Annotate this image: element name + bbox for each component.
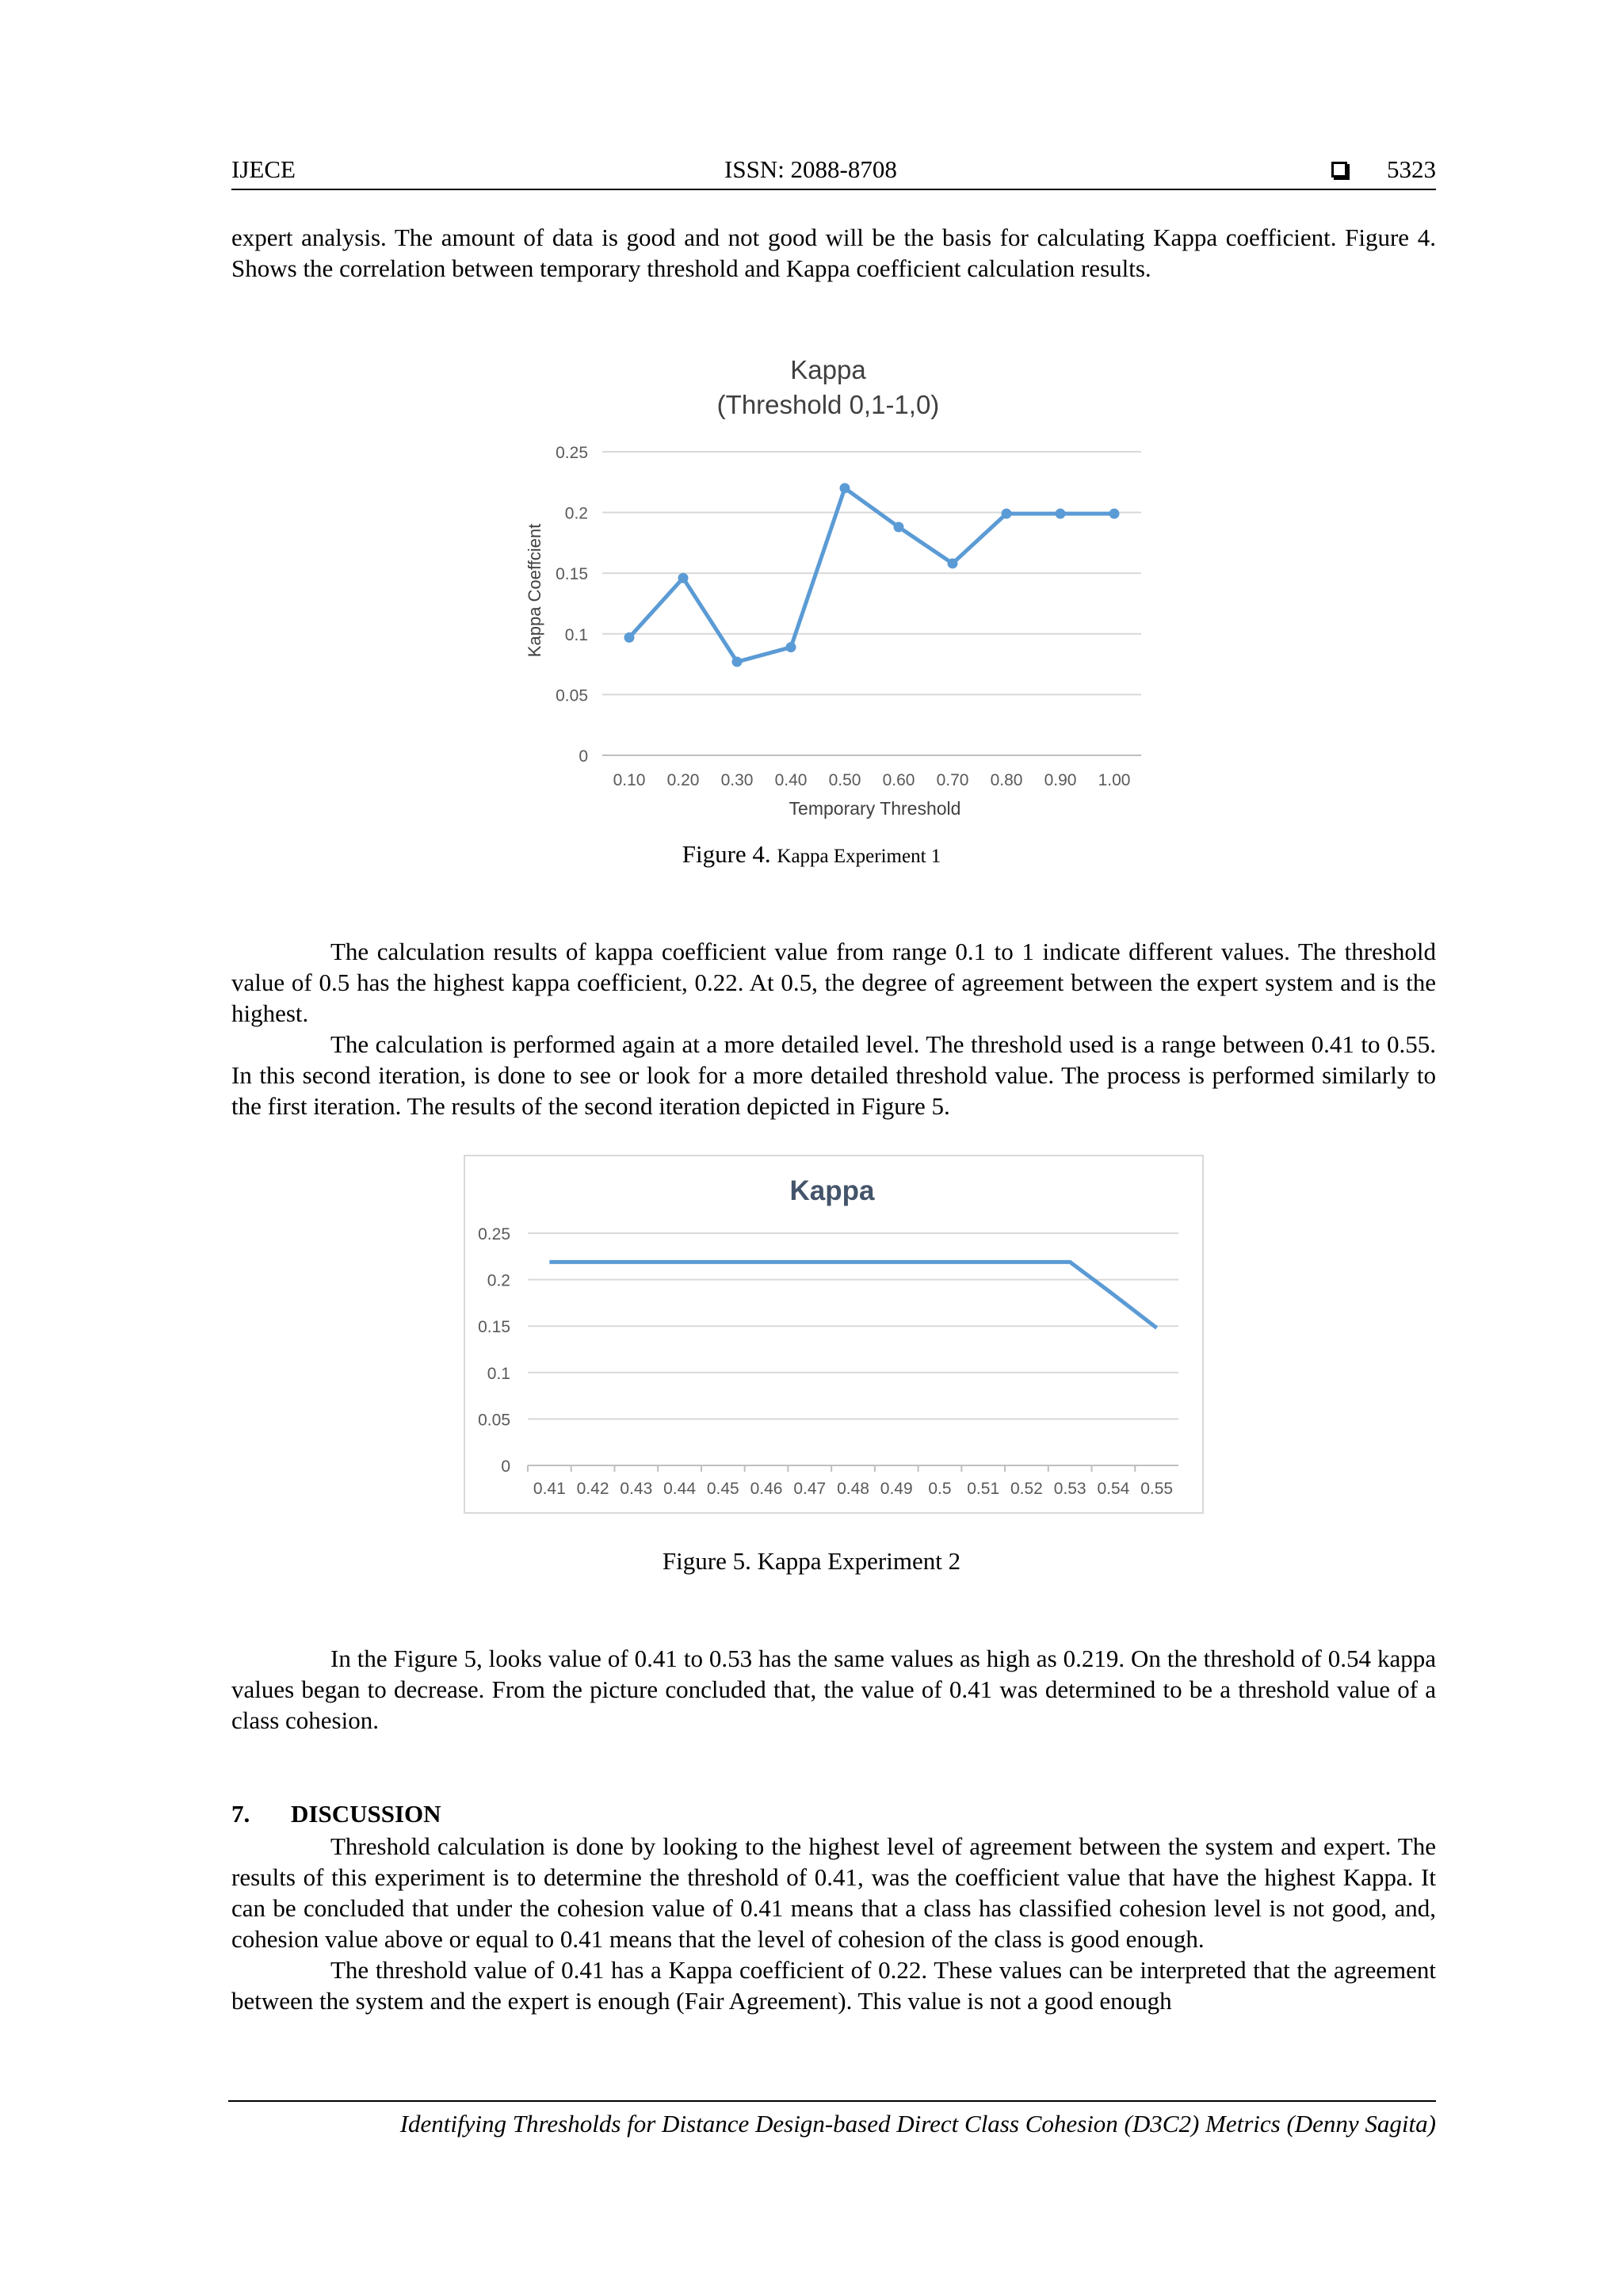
section-number: 7. — [231, 1800, 250, 1828]
c1-data-point-5 — [894, 521, 904, 532]
figure-4-title: Kappa Experiment 1 — [777, 846, 941, 867]
section-title: DISCUSSION — [291, 1800, 441, 1828]
c1-x-tick-label-8: 0.90 — [1044, 771, 1077, 789]
c1-data-point-2 — [732, 657, 743, 667]
chart2-title: Kappa — [789, 1175, 875, 1206]
issn: ISSN: 2088-8708 — [724, 155, 897, 183]
chart1-markers — [624, 483, 1120, 667]
c1-data-point-6 — [948, 558, 958, 568]
c1-y-tick-label-2: 0.1 — [564, 625, 588, 644]
journal-name: IJECE — [231, 155, 296, 183]
discussion-paragraphs — [231, 1831, 1436, 2016]
c2-x-tick-label-13: 0.54 — [1097, 1480, 1130, 1498]
intro-paragraph — [231, 222, 1436, 284]
c2-x-tick-label-5: 0.46 — [750, 1480, 783, 1498]
figure-5-title: Figure 5. Kappa Experiment 2 — [662, 1547, 961, 1575]
body-paragraphs-2 — [231, 1643, 1436, 1736]
c2-y-tick-label-1: 0.05 — [478, 1411, 510, 1430]
c1-data-point-3 — [786, 642, 796, 652]
c1-data-point-4 — [840, 483, 850, 493]
chart1-x-axis-label: Temporary Threshold — [789, 798, 961, 819]
page-number: 5323 — [1387, 155, 1436, 183]
c2-x-tick-label-9: 0.5 — [928, 1480, 952, 1498]
c1-y-tick-label-4: 0.2 — [564, 504, 588, 523]
c2-x-tick-label-11: 0.52 — [1010, 1480, 1043, 1498]
figure-4-chart — [507, 349, 1165, 832]
chart1-y-axis-label: Kappa Coeffcient — [525, 523, 544, 658]
c2-x-tick-label-3: 0.44 — [663, 1480, 697, 1498]
c2-x-tick-label-10: 0.51 — [967, 1480, 1000, 1498]
c2-x-tick-label-12: 0.53 — [1053, 1480, 1086, 1498]
c2-x-tick-label-8: 0.49 — [880, 1480, 913, 1498]
body-paragraphs-1 — [231, 936, 1436, 1121]
c1-y-tick-label-5: 0.25 — [556, 444, 588, 462]
c1-data-point-7 — [1002, 509, 1012, 519]
chart1-subtitle: (Threshold 0,1-1,0) — [716, 390, 940, 419]
section-heading — [231, 1800, 441, 1828]
c2-x-tick-label-4: 0.45 — [706, 1480, 739, 1498]
figure-5-caption — [0, 1547, 1623, 1576]
running-footer: Identifying Thresholds for Distance Design-based Direct Class Cohesion (D3C2) Metrics (Denny Sagita) — [399, 2110, 1436, 2137]
c2-x-tick-label-0: 0.41 — [533, 1480, 566, 1498]
c1-x-tick-label-2: 0.30 — [720, 771, 754, 789]
c1-data-point-1 — [678, 573, 689, 583]
page-number-group — [1331, 155, 1436, 184]
chart1-gridlines — [602, 452, 1141, 755]
c2-y-tick-label-0: 0 — [501, 1457, 510, 1476]
chart1-x-ticks — [613, 771, 1131, 789]
chart1-title: Kappa — [790, 355, 866, 384]
c1-x-tick-label-9: 1.00 — [1098, 771, 1131, 789]
c2-y-tick-label-5: 0.25 — [478, 1225, 510, 1244]
figure-4-label: Figure 4. — [682, 840, 771, 868]
c1-y-tick-label-3: 0.15 — [556, 565, 588, 584]
c2-y-tick-label-3: 0.15 — [478, 1318, 510, 1337]
figure-5-chart — [464, 1155, 1204, 1514]
paragraph-2: The calculation is performed again at a more detailed level. The threshold used is a range between 0.41 to 0.55. In this second iteration, is done to see or look for a more detailed threshold value. The process is performed similarly to the first iteration. The results of the second iteration depicted in Figure 5. — [231, 1030, 1436, 1120]
c1-data-point-8 — [1056, 509, 1066, 519]
running-header — [231, 152, 1436, 190]
chart1-y-ticks — [556, 444, 588, 766]
c1-x-tick-label-0: 0.10 — [613, 771, 646, 789]
c2-x-tick-label-6: 0.47 — [793, 1480, 827, 1498]
paragraph-1: The calculation results of kappa coefficient value from range 0.1 to 1 indicate different values. The threshold value of 0.5 has the highest kappa coefficient, 0.22. At 0.5, the degree of agreement between the expert system and is the highest. — [231, 938, 1436, 1027]
c1-x-tick-label-7: 0.80 — [990, 771, 1023, 789]
c2-x-tick-label-14: 0.55 — [1140, 1480, 1174, 1498]
c1-x-tick-label-3: 0.40 — [774, 771, 808, 789]
c1-data-point-9 — [1109, 509, 1120, 519]
c1-x-tick-label-6: 0.70 — [936, 771, 969, 789]
c1-data-point-0 — [624, 632, 635, 643]
paragraph-4: Threshold calculation is done by looking to the highest level of agreement between the system and expert. The results of this experiment is to determine the threshold of 0.41, was the coefficient value that have the highest Kappa. It can be concluded that under the cohesion value of 0.41 means that a class has classified cohesion level is not good, and, cohesion value above or equal to 0.41 means that the level of cohesion of the class is good enough. — [231, 1832, 1436, 1953]
c1-x-tick-label-4: 0.50 — [828, 771, 861, 789]
c2-x-tick-label-7: 0.48 — [837, 1480, 869, 1498]
chart1-series-line — [629, 488, 1114, 662]
c1-y-tick-label-1: 0.05 — [556, 686, 588, 705]
square-bullet-icon — [1331, 162, 1347, 178]
c2-x-tick-label-1: 0.42 — [576, 1480, 609, 1498]
paragraph-3: In the Figure 5, looks value of 0.41 to 0.53 has the same values as high as 0.219. On the threshold of 0.54 kappa values began to decrease. From the picture concluded that, the value of 0.41 was determined to be a threshold value of a class cohesion. — [231, 1645, 1436, 1734]
c2-y-tick-label-4: 0.2 — [487, 1271, 510, 1290]
paragraph-5: The threshold value of 0.41 has a Kappa coefficient of 0.22. These values can be interpreted that the agreement between the system and the expert is enough (Fair Agreement). This value is not a good enough — [231, 1956, 1436, 2015]
footer-rule — [228, 2100, 1436, 2102]
figure-4-caption — [0, 840, 1623, 869]
c1-x-tick-label-1: 0.20 — [666, 771, 700, 789]
c2-x-tick-label-2: 0.43 — [620, 1480, 653, 1498]
c2-y-tick-label-2: 0.1 — [487, 1364, 510, 1383]
intro-text: expert analysis. The amount of data is good and not good will be the basis for calculating Kappa coefficient. Figure 4. Shows the correlation between temporary threshold and Kappa coefficient calculation results. — [231, 223, 1436, 282]
c1-x-tick-label-5: 0.60 — [882, 771, 915, 789]
c1-y-tick-label-0: 0 — [579, 747, 588, 766]
